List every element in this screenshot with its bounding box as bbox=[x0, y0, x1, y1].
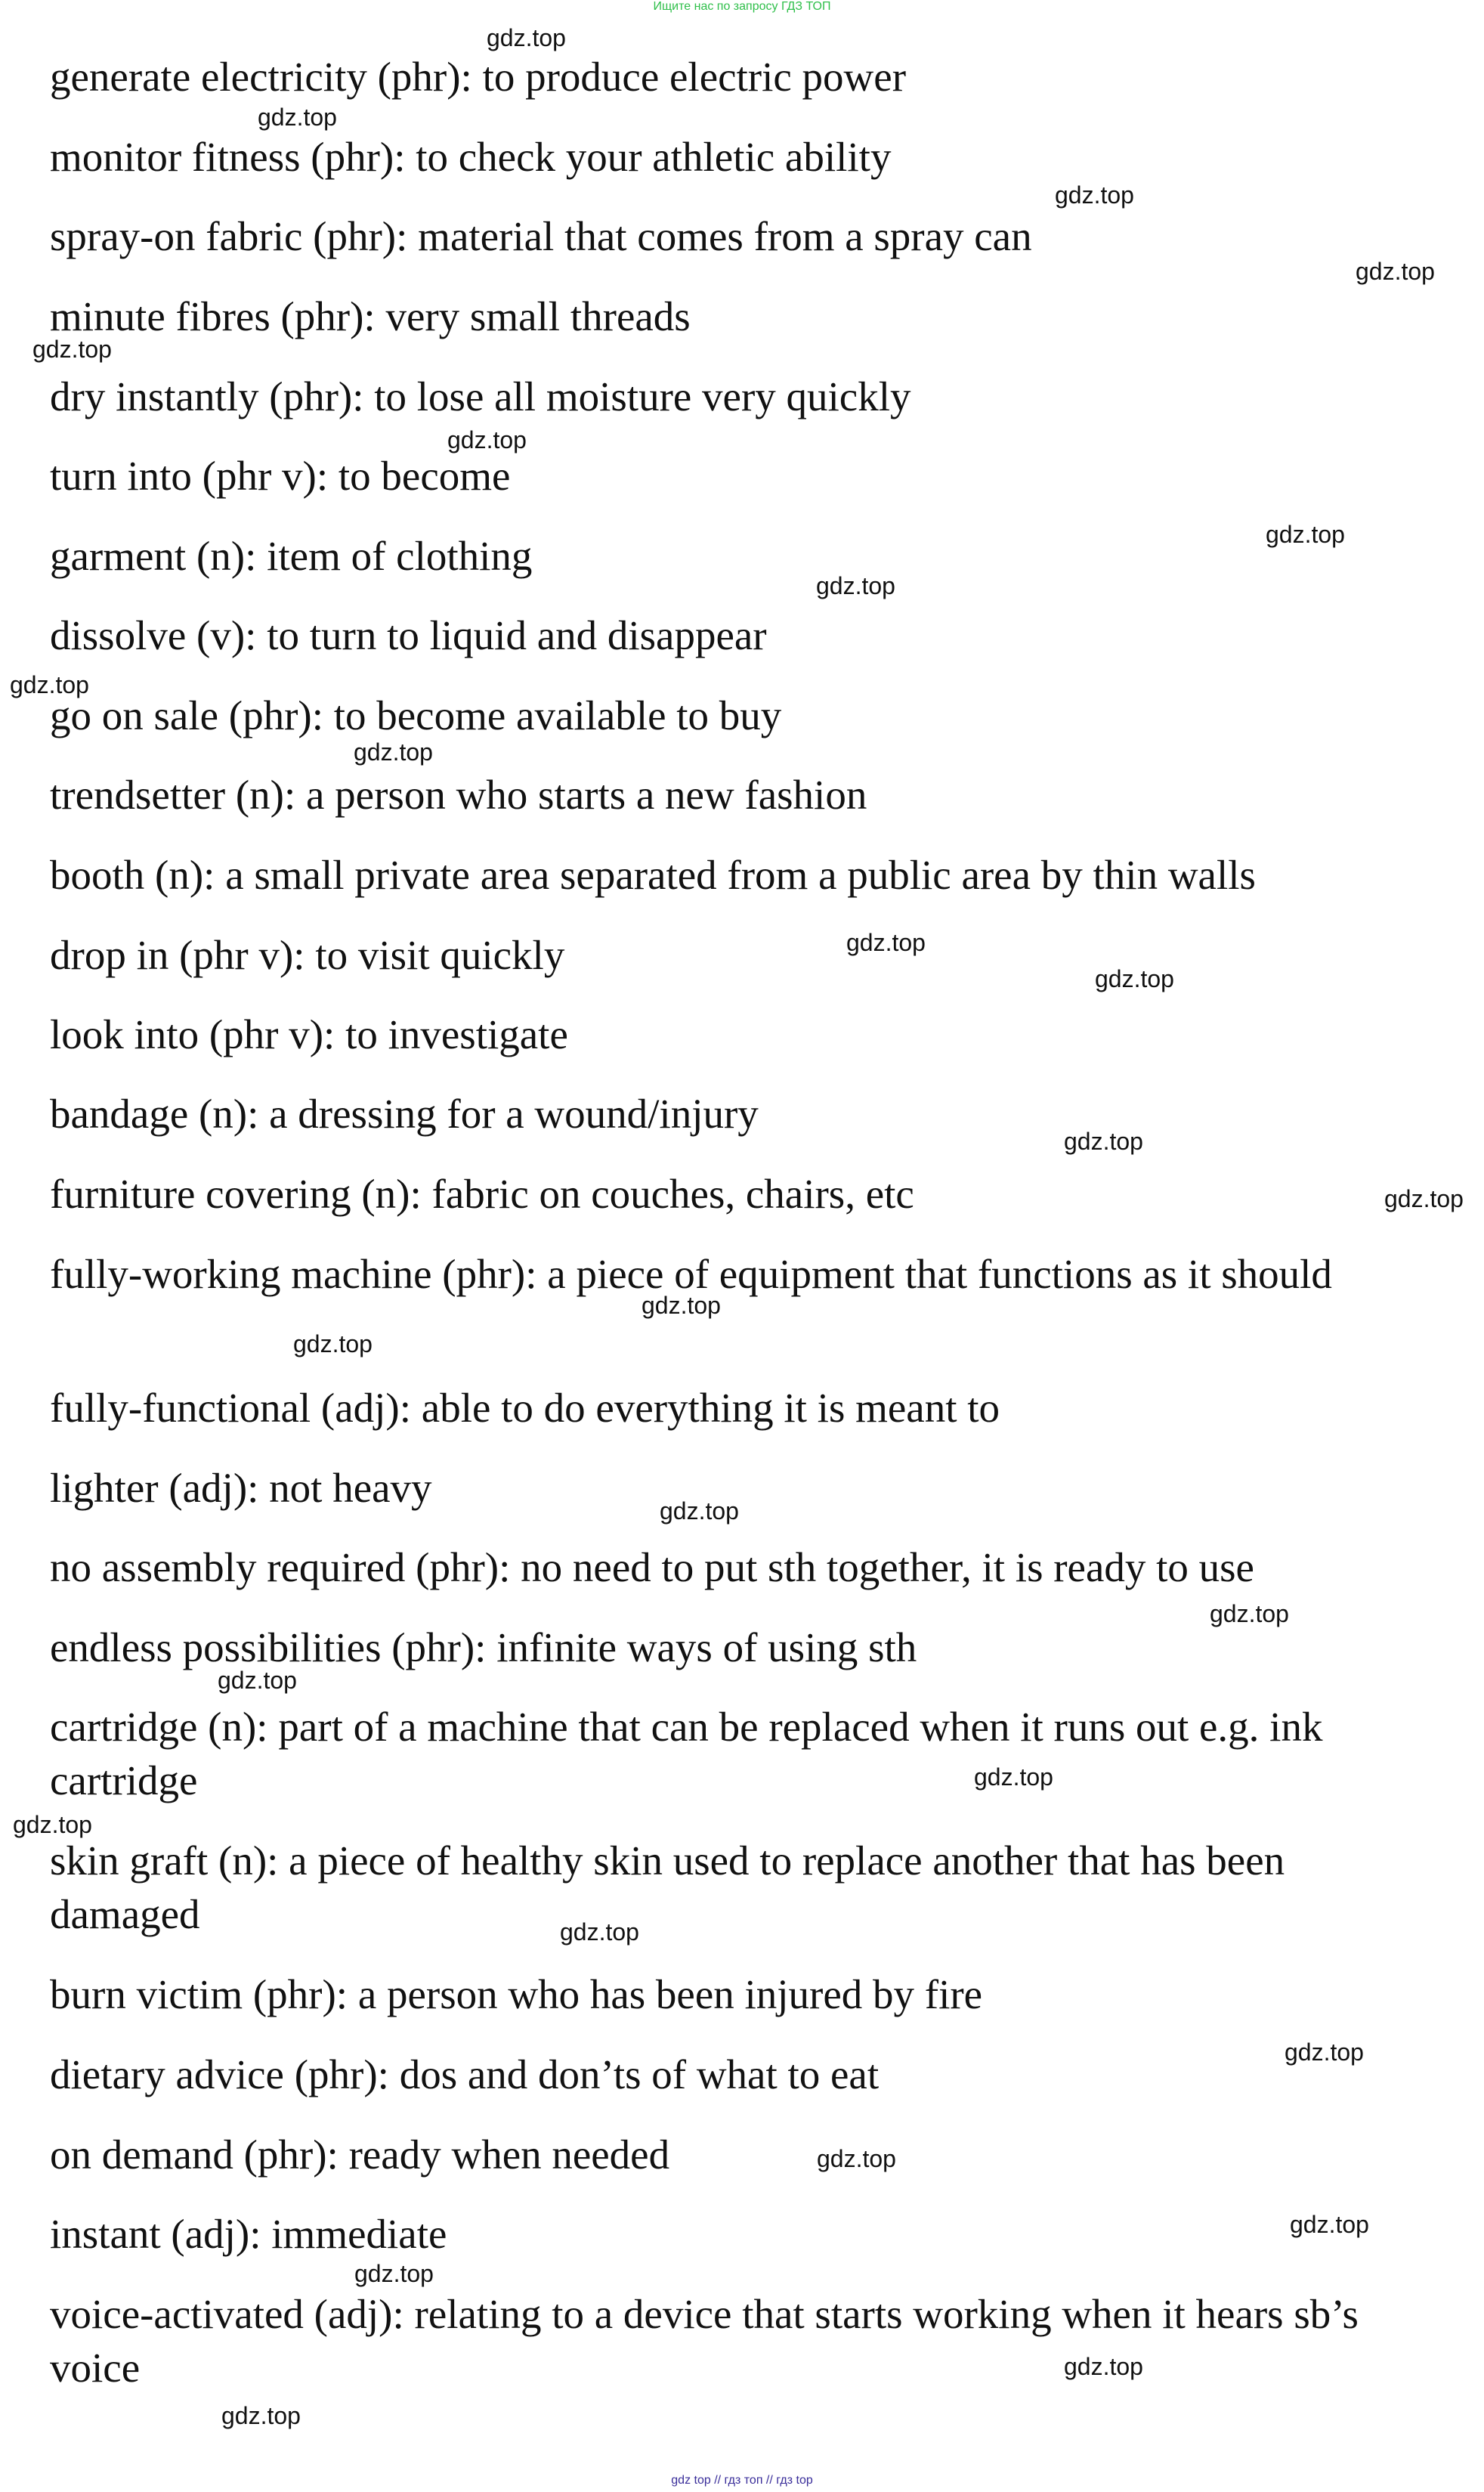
watermark: gdz.top bbox=[816, 572, 895, 599]
glossary-entry: dietary advice (phr): dos and don’ts of what to eat bbox=[50, 2051, 880, 2097]
watermark: gdz.top bbox=[1384, 1185, 1464, 1212]
glossary-entry: dissolve (v): to turn to liquid and disappear bbox=[50, 612, 767, 658]
watermark: gdz.top bbox=[1064, 2353, 1143, 2380]
glossary-entry: furniture covering (n): fabric on couches, chairs, etc bbox=[50, 1171, 914, 1217]
watermark: gdz.top bbox=[660, 1497, 739, 1525]
glossary-entry: turn into (phr v): to become bbox=[50, 453, 511, 499]
watermark: gdz.top bbox=[974, 1763, 1053, 1791]
glossary-entry: burn victim (phr): a person who has been injured by fire bbox=[50, 1971, 983, 2017]
glossary-entry: voice-activated (adj): relating to a device that starts working when it hears sb’s voice bbox=[50, 2291, 1359, 2391]
top-banner[interactable]: Ищите нас по запросу ГДЗ ТОП bbox=[653, 0, 831, 13]
watermark: gdz.top bbox=[13, 1811, 92, 1838]
watermark: gdz.top bbox=[1356, 258, 1435, 285]
watermark: gdz.top bbox=[447, 426, 527, 454]
glossary-entry: generate electricity (phr): to produce electric power bbox=[50, 54, 907, 100]
glossary-entry: dry instantly (phr): to lose all moisture very quickly bbox=[50, 373, 911, 419]
watermark: gdz.top bbox=[354, 2260, 434, 2287]
watermark: gdz.top bbox=[560, 1918, 639, 1946]
watermark: gdz.top bbox=[1210, 1600, 1289, 1627]
watermark: gdz.top bbox=[1064, 1128, 1143, 1155]
glossary-entry: spray-on fabric (phr): material that comes from a spray can bbox=[50, 213, 1032, 259]
watermark: gdz.top bbox=[817, 2145, 896, 2172]
watermark: gdz.top bbox=[642, 1292, 721, 1319]
watermark: gdz.top bbox=[487, 24, 566, 51]
watermark: gdz.top bbox=[258, 104, 337, 131]
glossary-entry: drop in (phr v): to visit quickly bbox=[50, 932, 565, 978]
glossary-entry: fully-functional (adj): able to do everything it is meant to bbox=[50, 1385, 1000, 1431]
bottom-banner[interactable]: gdz top // гдз топ // гдз top bbox=[671, 2474, 813, 2487]
watermark: gdz.top bbox=[846, 929, 926, 956]
glossary-entry: lighter (adj): not heavy bbox=[50, 1465, 432, 1511]
glossary-entry: bandage (n): a dressing for a wound/injury bbox=[50, 1091, 759, 1137]
glossary-entry: look into (phr v): to investigate bbox=[50, 1011, 568, 1057]
glossary-entry: no assembly required (phr): no need to put sth together, it is ready to use bbox=[50, 1544, 1254, 1590]
watermark: gdz.top bbox=[1266, 521, 1345, 548]
watermark: gdz.top bbox=[221, 2402, 301, 2429]
glossary-entry: on demand (phr): ready when needed bbox=[50, 2131, 670, 2178]
glossary-entry: fully-working machine (phr): a piece of equipment that functions as it should bbox=[50, 1251, 1332, 1297]
glossary-entry: monitor fitness (phr): to check your athletic ability bbox=[50, 134, 892, 180]
glossary-entry: garment (n): item of clothing bbox=[50, 533, 533, 579]
watermark: gdz.top bbox=[10, 671, 89, 698]
glossary-entry: minute fibres (phr): very small threads bbox=[50, 293, 691, 339]
watermark: gdz.top bbox=[354, 738, 433, 766]
watermark: gdz.top bbox=[218, 1667, 297, 1694]
glossary-entry: instant (adj): immediate bbox=[50, 2211, 447, 2257]
glossary-entry: go on sale (phr): to become available to buy bbox=[50, 692, 782, 738]
watermark: gdz.top bbox=[1095, 965, 1174, 992]
glossary-entry: skin graft (n): a piece of healthy skin used to replace another that has been damaged bbox=[50, 1837, 1285, 1937]
glossary-entry: endless possibilities (phr): infinite ways of using sth bbox=[50, 1624, 917, 1670]
watermark: gdz.top bbox=[293, 1330, 373, 1357]
watermark: gdz.top bbox=[1055, 181, 1134, 209]
watermark: gdz.top bbox=[1290, 2211, 1369, 2238]
glossary-entry: trendsetter (n): a person who starts a new fashion bbox=[50, 772, 867, 818]
watermark: gdz.top bbox=[1285, 2038, 1364, 2066]
glossary-entry: cartridge (n): part of a machine that can be replaced when it runs out e.g. ink cartridge bbox=[50, 1704, 1323, 1803]
watermark: gdz.top bbox=[32, 336, 112, 363]
glossary-entry: booth (n): a small private area separated from a public area by thin walls bbox=[50, 852, 1256, 898]
